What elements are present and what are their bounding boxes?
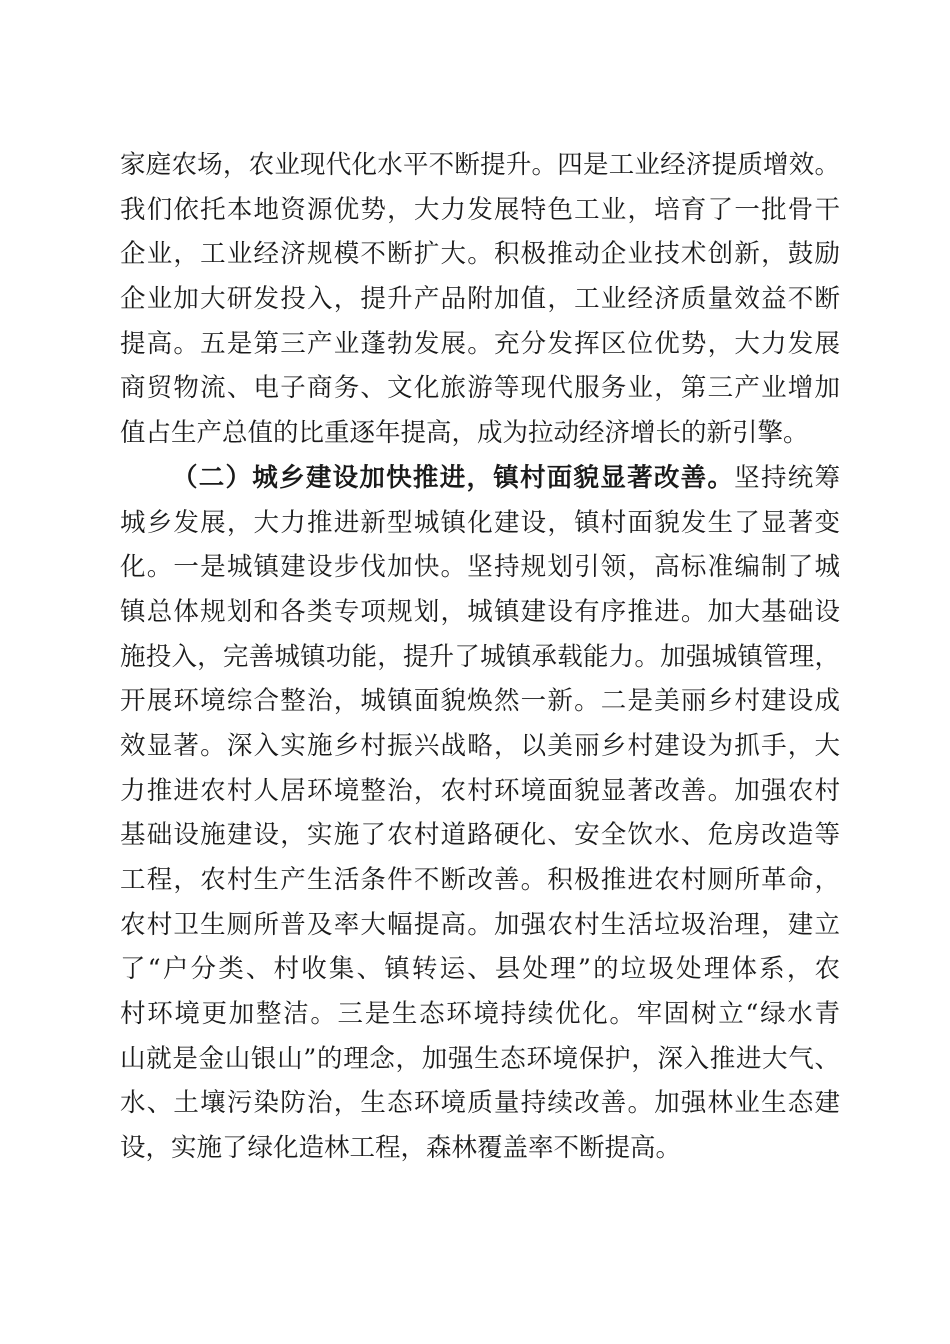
text-line: 基础设施建设，实施了农村道路硬化、安全饮水、危房改造等 — [120, 820, 840, 851]
text-line: 了“户分类、村收集、镇转运、县处理”的垃圾处理体系，农 — [120, 954, 840, 985]
text-line: 商贸物流、电子商务、文化旅游等现代服务业，第三产业增加 — [120, 373, 840, 404]
section-heading: （二）城乡建设加快推进，镇村面貌显著改善。 — [172, 462, 735, 493]
text-line: 企业加大研发投入，提升产品附加值，工业经济质量效益不断 — [120, 284, 840, 315]
text-line: 镇总体规划和各类专项规划，城镇建设有序推进。加大基础设 — [120, 596, 840, 627]
section-heading-tail: 坚持统筹 — [734, 462, 840, 493]
text-line: 农村卫生厕所普及率大幅提高。加强农村生活垃圾治理，建立 — [120, 909, 840, 940]
text-line: 水、土壤污染防治，生态环境质量持续改善。加强林业生态建 — [120, 1088, 840, 1119]
text-line: 我们依托本地资源优势，大力发展特色工业，培育了一批骨干 — [120, 194, 840, 225]
text-line: 村环境更加整洁。三是生态环境持续优化。牢固树立“绿水青 — [120, 999, 840, 1030]
text-line: 开展环境综合整治，城镇面貌焕然一新。二是美丽乡村建设成 — [120, 686, 840, 717]
text-line: 家庭农场，农业现代化水平不断提升。四是工业经济提质增效。 — [120, 150, 840, 180]
text-line: 效显著。深入实施乡村振兴战略，以美丽乡村建设为抓手，大 — [120, 730, 840, 761]
text-line: 设，实施了绿化造林工程，森林覆盖率不断提高。 — [120, 1133, 682, 1164]
text-line: 力推进农村人居环境整治，农村环境面貌显著改善。加强农村 — [120, 775, 840, 806]
text-line: 值占生产总值的比重逐年提高，成为拉动经济增长的新引擎。 — [120, 418, 809, 449]
text-line: 山就是金山银山”的理念，加强生态环境保护，深入推进大气、 — [120, 1043, 840, 1074]
text-line: 化。一是城镇建设步伐加快。坚持规划引领，高标准编制了城 — [120, 552, 840, 583]
body-text — [120, 143, 840, 1171]
text-line: 提高。五是第三产业蓬勃发展。充分发挥区位优势，大力发展 — [120, 328, 840, 359]
text-line: 企业，工业经济规模不断扩大。积极推动企业技术创新，鼓励 — [120, 239, 840, 270]
text-line: 施投入，完善城镇功能，提升了城镇承载能力。加强城镇管理， — [120, 641, 840, 672]
section-heading-line — [120, 456, 840, 501]
text-line: 工程，农村生产生活条件不断改善。积极推进农村厕所革命， — [120, 865, 840, 895]
text-line: 城乡发展，大力推进新型城镇化建设，镇村面貌发生了显著变 — [120, 507, 840, 538]
